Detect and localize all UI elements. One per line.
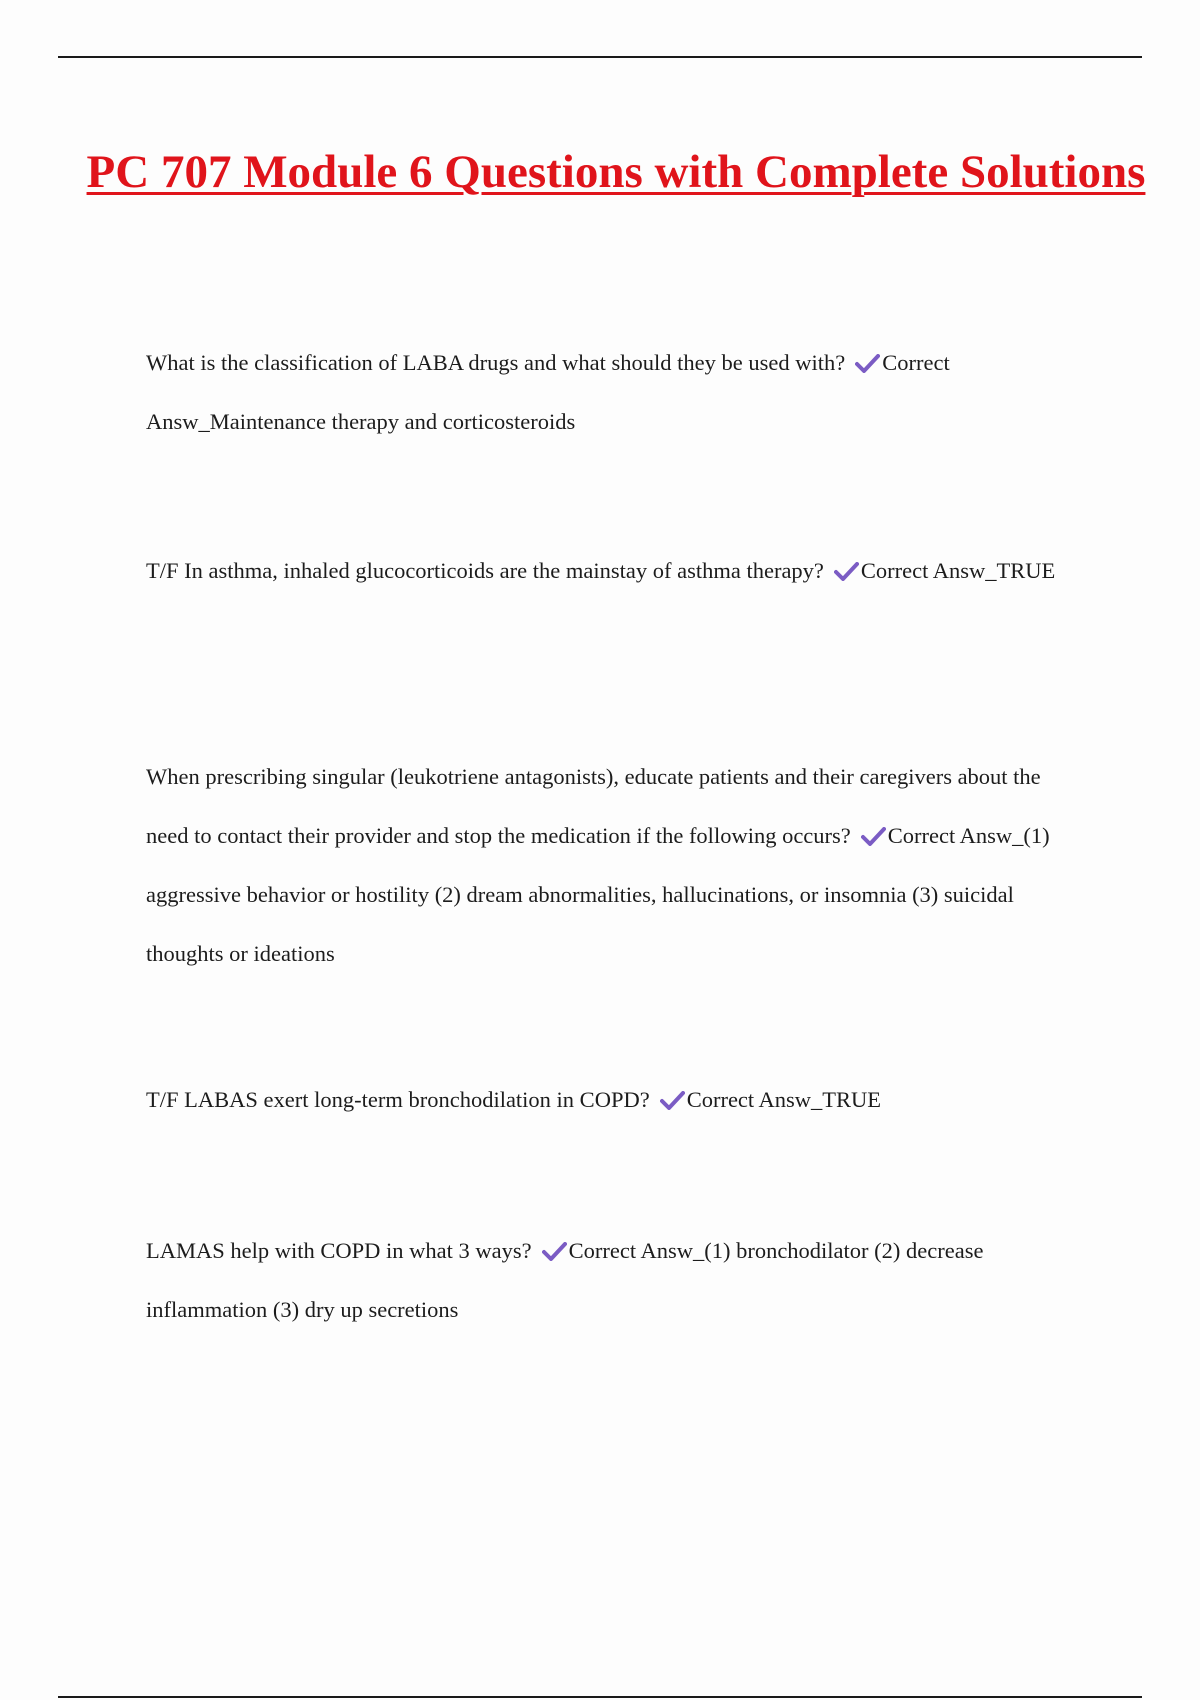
answer-text: Correct Answ_TRUE [686,1087,882,1112]
answer-text: Correct Answ_TRUE [860,558,1056,583]
document-title: PC 707 Module 6 Questions with Complete Solutions [86,146,1146,198]
check-icon [861,827,886,846]
question-text: When prescribing singular (leukotriene antagonists), educate patients and their caregivers about the need to contact their provider and stop the medication if the following occurs? [146,764,1041,848]
check-icon [855,354,880,373]
question-text: What is the classification of LABA drugs and what should they be used with? [146,350,846,375]
question-text: T/F In asthma, inhaled glucocorticoids are the mainstay of asthma therapy? [146,558,824,583]
check-icon [660,1091,685,1110]
qa-entry-2 [146,541,1086,600]
check-icon [834,562,859,581]
question-text: LAMAS help with COPD in what 3 ways? [146,1238,532,1263]
qa-entry-1 [146,333,1086,451]
qa-entry-3 [146,747,1086,983]
answer-text: Correct Answ_(1) bronchodilator (2) decrease inflammation (3) dry up secretions [146,1238,984,1322]
answer-text: Correct Answ_Maintenance therapy and corticosteroids [146,350,950,434]
bottom-rule [58,1696,1142,1698]
qa-entry-5 [146,1221,1086,1339]
answer-text: Correct Answ_(1) aggressive behavior or hostility (2) dream abnormalities, hallucinations, or insomnia (3) suicidal thoughts or ideations [146,823,1050,966]
question-text: T/F LABAS exert long-term bronchodilation in COPD? [146,1087,650,1112]
qa-entry-4 [146,1070,1086,1129]
top-rule [58,56,1142,58]
check-icon [542,1242,567,1261]
